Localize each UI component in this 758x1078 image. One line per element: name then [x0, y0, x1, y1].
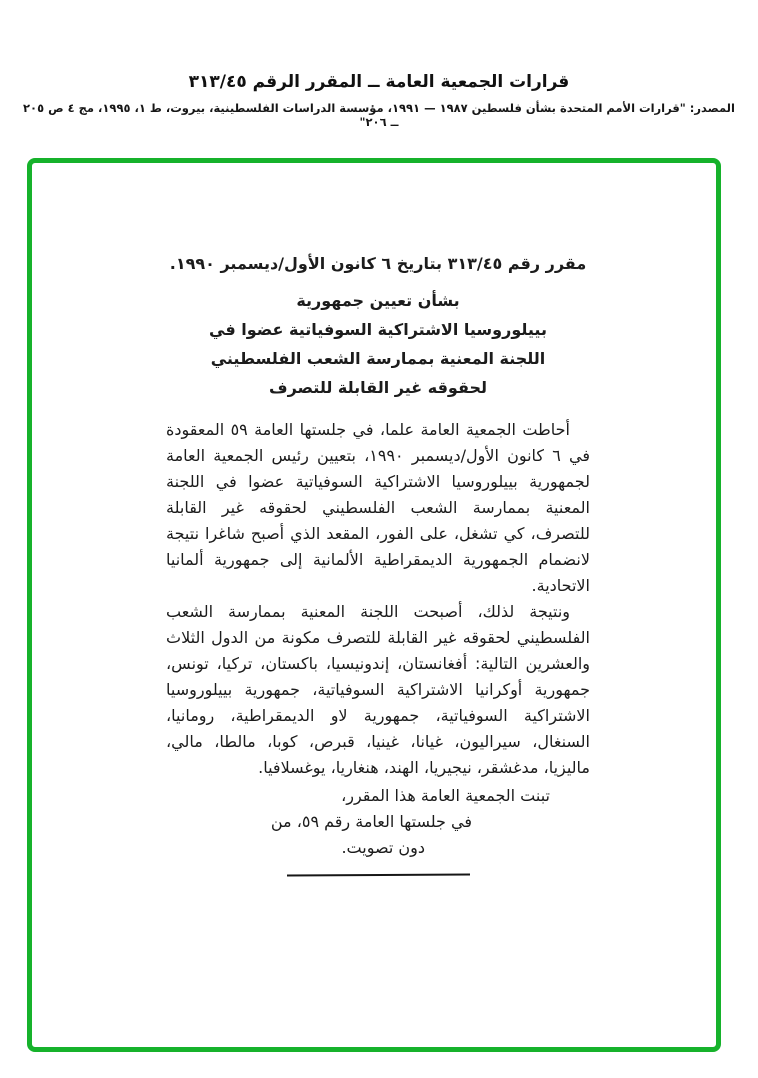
closing-line: تبنت الجمعية العامة هذا المقرر، [341, 786, 550, 805]
closing-line: دون تصويت. [341, 838, 425, 857]
decision-body [166, 417, 590, 781]
subtitle-line: لحقوقه غير القابلة للتصرف [268, 378, 488, 397]
body-paragraph: ونتيجة لذلك، أصبحت اللجنة المعنية بممارسة الشعب الفلسطيني لحقوقه غير القابلة للتصرف مكونة من الدول الثلاث والعشرين التالية: أفغانستان، إندونيسيا، باكستان، تركيا، تونس، جمهورية أوكرانيا الاشتراكية السوفياتية، جمهورية بييلوروسيا الاشتراكية السوفياتية، جمهورية لاو الديمقراطية، رومانيا، السنغال، سيراليون، غيانا، غينيا، قبرص، كوبا، مالطا، مالي، ماليزيا، مدغشقر، نيجيريا، الهند، هنغاريا، يوغسلافيا. [166, 602, 590, 777]
end-rule [286, 874, 469, 877]
closing-line: في جلستها العامة رقم ٥٩، من [270, 812, 472, 831]
scan-highlight-frame [27, 158, 721, 1052]
adoption-note [166, 783, 590, 861]
subtitle-line: اللجنة المعنية بممارسة الشعب الفلسطيني [210, 349, 546, 368]
decision-title: مقرر رقم ٣١٣/٤٥ بتاريخ ٦ كانون الأول/ديسمبر ١٩٩٠. [169, 254, 587, 273]
decision-subtitle [166, 286, 590, 402]
header-source-line: المصدر: "قرارات الأمم المتحدة بشأن فلسطين ١٩٨٧ — ١٩٩١، مؤسسة الدراسات الفلسطينية، بيروت، ط ١، ١٩٩٥، مج ٤ ص ٢٠٥ ــ ٢٠٦" [23, 101, 735, 129]
subtitle-line: بييلوروسيا الاشتراكية السوفياتية عضوا في [209, 320, 547, 339]
body-paragraph: أحاطت الجمعية العامة علما، في جلستها العامة ٥٩ المعقودة في ٦ كانون الأول/ديسمبر ١٩٩٠، بتعيين رئيس الجمعية العامة لجمهورية بييلوروسيا الاشتراكية السوفياتية عضوا في اللجنة المعنية بممارسة الشعب الفلسطيني لحقوقه غير القابلة للتصرف، كي تشغل، على الفور، المقعد الذي أصبح شاغرا نتيجة لانضمام الجمهورية الديمقراطية الألمانية إلى جمهورية ألمانيا الاتحادية. [166, 420, 590, 595]
header-title: قرارات الجمعية العامة ــ المقرر الرقم ٣١٣/٤٥ [188, 72, 570, 92]
subtitle-line: بشأن تعيين جمهورية [296, 291, 460, 310]
page-header [20, 72, 738, 129]
scanned-document [166, 249, 590, 876]
